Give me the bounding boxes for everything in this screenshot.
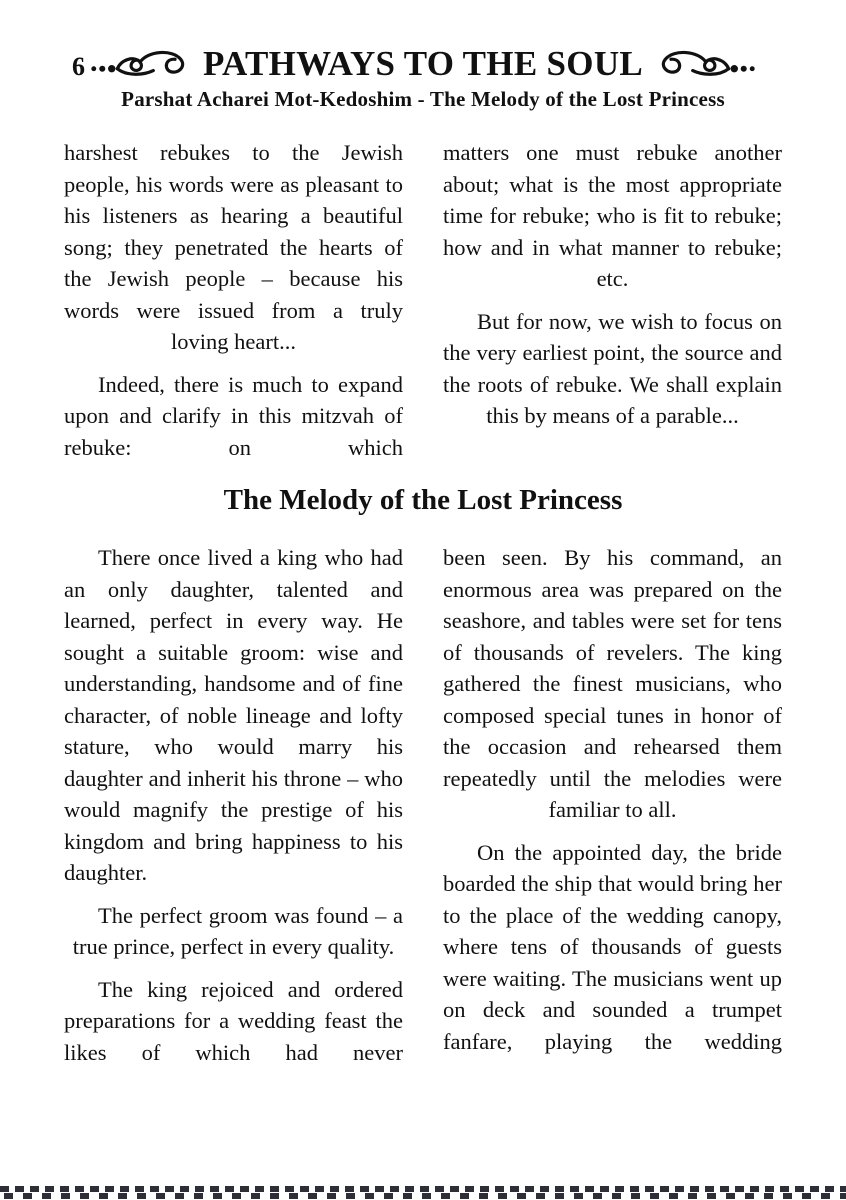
intro-right-column (443, 137, 782, 467)
paragraph: harshest rebukes to the Jewish people, his words were as pleasant to his listeners as hearing a beautiful song; they penetrated the hearts of the Jewish people – because his words were issued from a truly loving heart... (64, 140, 403, 354)
intro-columns (0, 137, 846, 467)
page-header (0, 0, 846, 112)
chapter-subtitle: Parshat Acharei Mot-Kedoshim - The Melody of the Lost Princess (121, 87, 725, 111)
story-left-column (64, 542, 403, 1068)
section-heading: The Melody of the Lost Princess (223, 484, 623, 516)
page-number: 6 (72, 52, 85, 81)
paragraph: The king rejoiced and ordered preparations for a wedding feast the likes of which had never (64, 976, 403, 1065)
story-right-column (443, 542, 782, 1068)
left-flourish-icon (89, 47, 193, 81)
intro-left-column (64, 137, 403, 467)
paragraph: The perfect groom was found – a true prince, perfect in every quality. (72, 902, 403, 959)
paragraph: been seen. By his command, an enormous area was prepared on the seashore, and tables were set for tens of thousands of revelers. The king gathered the finest musicians, who composed special tunes in honor of the occasion and rehearsed them repeatedly until the melodies were familiar to all. (443, 545, 782, 822)
paragraph: Indeed, there is much to expand upon and clarify in this mitzvah of rebuke: on which (64, 371, 403, 460)
story-columns (0, 542, 846, 1068)
paragraph: matters one must rebuke another about; what is the most appropriate time for rebuke; who is fit to rebuke; how and in what manner to rebuke; etc. (443, 140, 782, 291)
title-row (0, 44, 846, 84)
right-flourish-icon (653, 47, 757, 81)
bottom-decorative-border (0, 1185, 846, 1200)
book-title: PATHWAYS TO THE SOUL (202, 44, 644, 83)
paragraph: There once lived a king who had an only daughter, talented and learned, perfect in every way. He sought a suitable groom: wise and understanding, handsome and of fine character, of noble lineage and lofty stature, who would marry his daughter and inherit his throne – who would magnify the prestige of his kingdom and bring happiness to his daughter. (64, 545, 403, 885)
paragraph: But for now, we wish to focus on the very earliest point, the source and the roots of rebuke. We shall explain this by means of a parable... (443, 308, 782, 428)
paragraph: On the appointed day, the bride boarded the ship that would bring her to the place of the wedding canopy, where tens of thousands of guests were waiting. The musicians went up on deck and sounded a trumpet fanfare, playing the wedding (443, 839, 782, 1054)
